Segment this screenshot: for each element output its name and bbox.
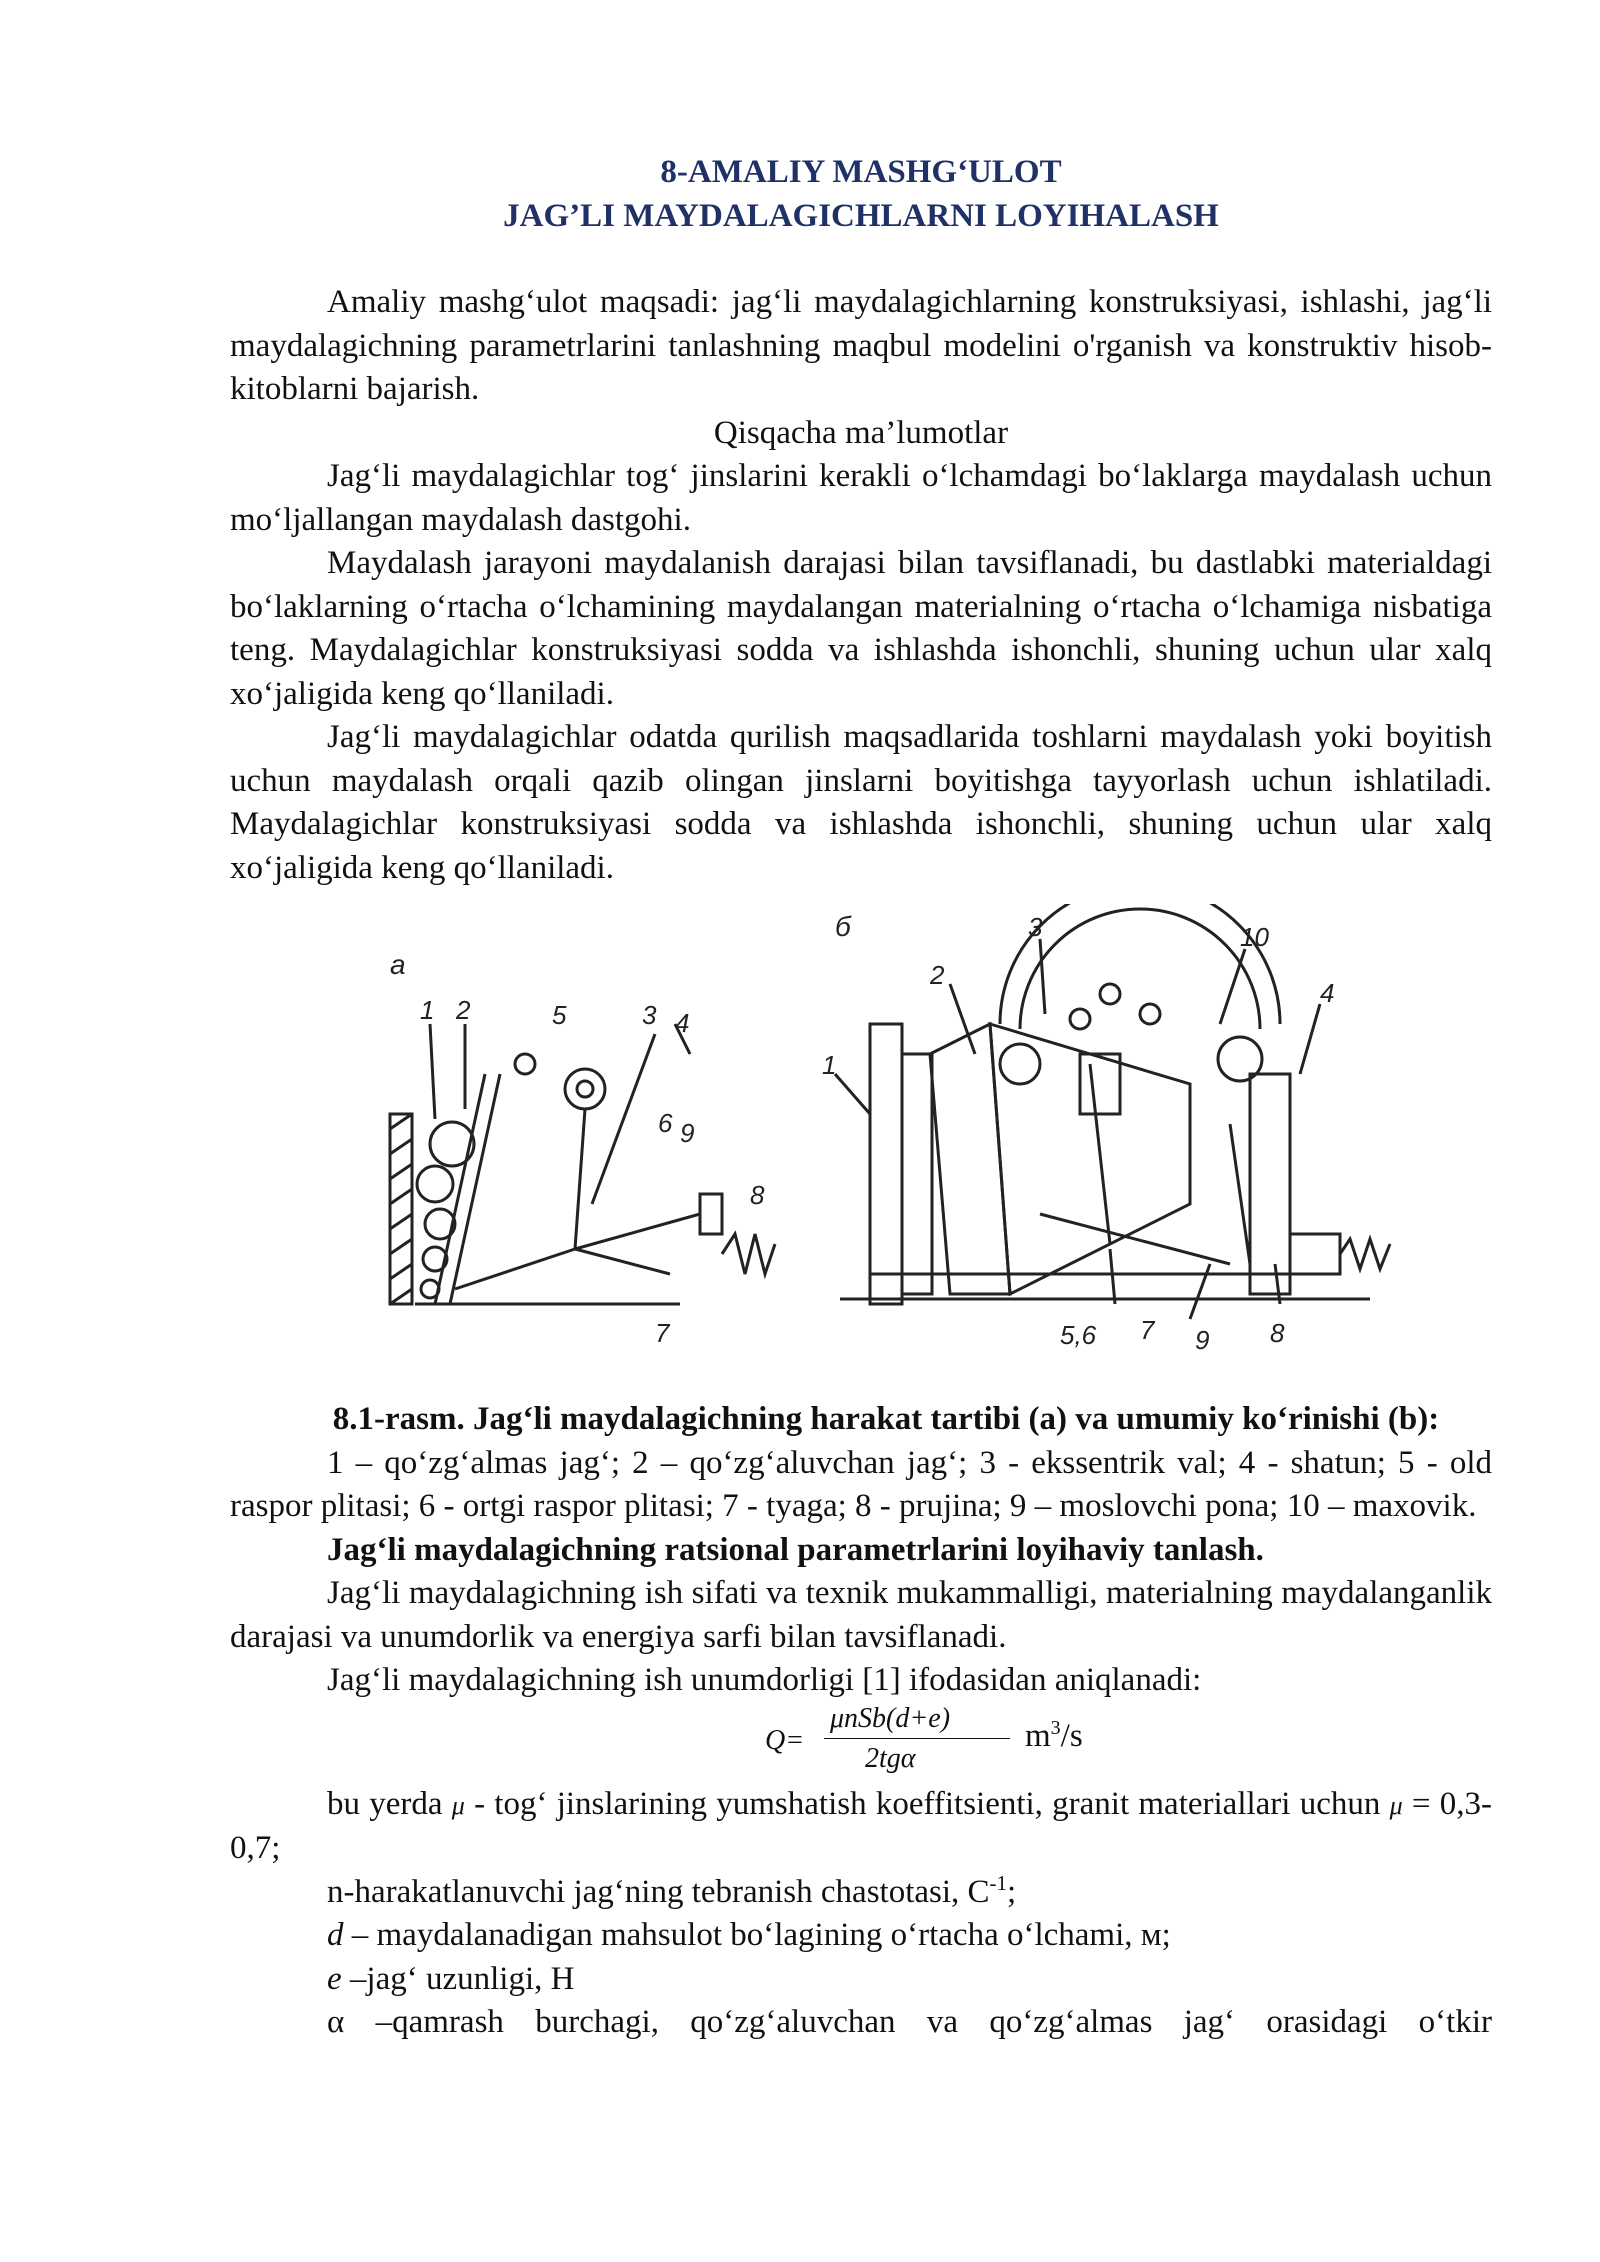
fig-label-b: б bbox=[835, 911, 851, 942]
document-page bbox=[230, 150, 1492, 2045]
figure-caption: 8.1-rasm. Jag‘li maydalagichning harakat tartibi (a) va umumiy ko‘rinishi (b): bbox=[332, 1401, 1440, 1437]
fig-b-num-3: 3 bbox=[1028, 912, 1043, 942]
fig-a-num-6: 6 bbox=[658, 1108, 673, 1138]
fig-b-num-9: 9 bbox=[1195, 1325, 1210, 1355]
paragraph-process: Maydalash jarayoni maydalanish darajasi bilan tavsiflanadi, bu dastlabki materialdagi bo‘laklarning o‘rtacha o‘lchamining maydalangan materialning o‘rtacha o‘lchamiga nisbatiga teng. Maydalagichlar konstruksiyasi sodda va ishlashda ishonchli, shuning uchun ular xalq xo‘jaligida keng qo‘llaniladi. bbox=[230, 545, 1492, 712]
fig-a-num-5: 5 bbox=[552, 1000, 567, 1030]
fig-b-num-4: 4 bbox=[1320, 978, 1335, 1008]
definition-e: e –jag‘ uzunligi, H bbox=[327, 1960, 575, 1997]
paragraph-quality: Jag‘li maydalagichning ish sifati va texnik mukammalligi, materialning maydalanganlik darajasi va unumdorlik va energiya sarfi bilan tavsiflanadi. bbox=[230, 1575, 1492, 1655]
definition-mu: bu yerda μ - tog‘ jinslarining yumshatish koeffitsienti, granit materiallari uchun μ = 0,3-0,7; bbox=[230, 1785, 1492, 1866]
fig-b-num-10: 10 bbox=[1240, 922, 1269, 952]
subheading-brief-info: Qisqacha ma’lumotlar bbox=[713, 414, 1009, 451]
paragraph-productivity: Jag‘li maydalagichning ish unumdorligi [1] ifodasidan aniqlanadi: bbox=[327, 1662, 1202, 1698]
jaw-crusher-drawing bbox=[230, 904, 1492, 1384]
title-line-1: 8-AMALIY MASHG‘ULOT bbox=[660, 154, 1062, 190]
jaw-crusher-figure bbox=[230, 904, 1492, 1384]
fig-b-num-1: 1 bbox=[822, 1050, 837, 1080]
fig-label-a: a bbox=[390, 949, 406, 980]
fig-b-num-7: 7 bbox=[1140, 1315, 1155, 1345]
fig-b-num-5-6: 5,6 bbox=[1060, 1320, 1097, 1350]
formula-lhs: Q= bbox=[765, 1724, 805, 1756]
formula-unit: $m^3/s$ bbox=[1025, 1716, 1083, 1754]
formula-numerator: μnSb(d+e) bbox=[830, 1702, 951, 1734]
paragraph-goal: Amaliy mashg‘ulot maqsadi: jag‘li maydalagichlarning konstruksiyasi, ishlashi, jag‘li maydalagichning parametrlarini tanlashning maqbul modelini o'rganish va konstruktiv hisob-kitoblarni bajarish. bbox=[230, 284, 1492, 407]
fig-a-num-3: 3 bbox=[642, 1000, 657, 1030]
fig-a-num-8: 8 bbox=[750, 1180, 765, 1210]
fig-b-num-2: 2 bbox=[930, 960, 945, 990]
section-heading: Jag‘li maydalagichning ratsional parametrlarini loyihaviy tanlash. bbox=[327, 1531, 1264, 1568]
paragraph-usage: Jag‘li maydalagichlar odatda qurilish maqsadlarida toshlarni maydalash yoki boyitish uchun maydalash orqali qazib olingan jinslarni boyitishga tayyorlash uchun ishlatiladi. Maydalagichlar konstruksiyasi sodda va ishlashda ishonchli, shuning uchun ular xalq xo‘jaligida keng qo‘llaniladi. bbox=[230, 719, 1492, 886]
definition-alpha: α –qamrash burchagi, qo‘zg‘aluvchan va qo‘zg‘almas jag‘ orasidagi o‘tkir bbox=[327, 2004, 1492, 2040]
fig-a-num-4: 4 bbox=[675, 1008, 690, 1038]
paragraph-definition: Jag‘li maydalagichlar tog‘ jinslarini kerakli o‘lchamdagi bo‘laklarga maydalash uchun mo‘ljallangan maydalash dastgohi. bbox=[230, 458, 1492, 538]
definition-d: d – maydalanadigan mahsulot bo‘lagining o‘rtacha o‘lchami, м; bbox=[327, 1917, 1171, 1953]
fig-a-num-7: 7 bbox=[655, 1318, 670, 1348]
title-line-2: JAG’LI MAYDALAGICHLARNI LOYIHALASH bbox=[503, 198, 1219, 234]
fig-a-num-2: 2 bbox=[456, 995, 471, 1025]
productivity-formula bbox=[230, 1703, 1492, 1783]
fig-b-num-8: 8 bbox=[1270, 1318, 1285, 1348]
definition-n: n-harakatlanuvchi jag‘ning tebranish chastotasi, $C^{-1}$; bbox=[327, 1870, 1017, 1910]
formula-fraction-bar bbox=[824, 1738, 1010, 1740]
figure-legend: 1 – qo‘zg‘almas jag‘; 2 – qo‘zg‘aluvchan jag‘; 3 - ekssentrik val; 4 - shatun; 5 - old raspor plitasi; 6 - ortgi raspor plitasi; 7 - tyaga; 8 - prujina; 9 – moslovchi pona; 10 – maxovik. bbox=[230, 1444, 1492, 1524]
formula-denominator: 2tgα bbox=[865, 1742, 916, 1774]
fig-a-num-1: 1 bbox=[420, 995, 435, 1025]
fig-a-num-9: 9 bbox=[680, 1118, 695, 1148]
